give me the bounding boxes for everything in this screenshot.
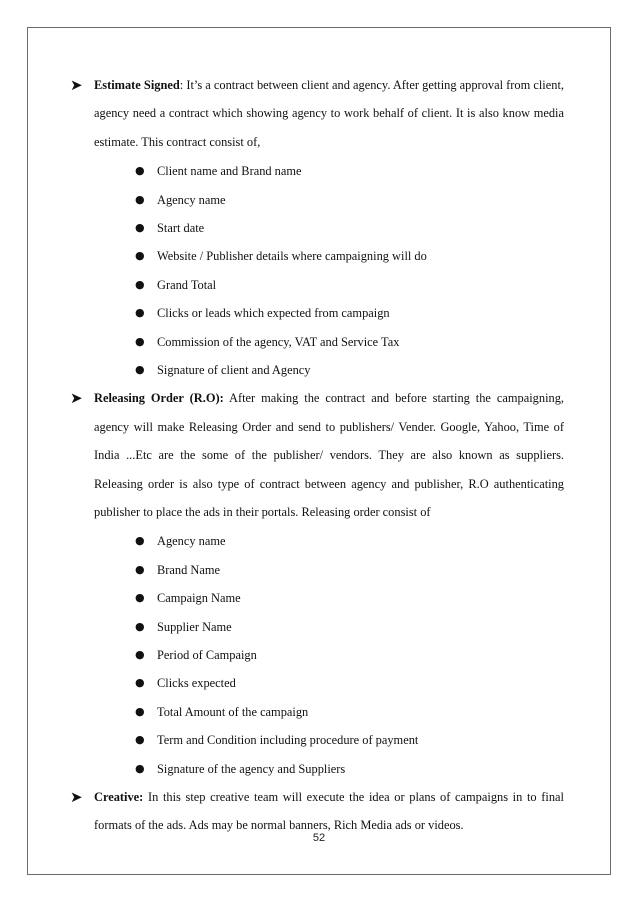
page-number: 52	[312, 832, 326, 844]
list-item: ● Clicks or leads which expected from campaign	[94, 299, 564, 327]
list-item: ● Start date	[94, 214, 564, 242]
list-item: ● Clicks expected	[94, 669, 564, 697]
bullet-icon: ●	[135, 761, 145, 775]
bullet-icon: ●	[135, 704, 145, 718]
list-item: ● Agency name	[94, 527, 564, 555]
list-item: ● Agency name	[94, 186, 564, 214]
bullet-icon: ●	[135, 534, 145, 548]
list-item: ● Total Amount of the campaign	[94, 698, 564, 726]
estimate-items-list	[94, 157, 564, 384]
arrowhead-icon: ➤	[70, 389, 83, 408]
release-order-items-list	[94, 527, 564, 783]
section-estimate-signed: ➤ Estimate Signed: It’s a contract between client and agency. After getting approval from client, agency need a contract which showing agency to work behalf of client. It is also know media estimate. This contract consist of,	[94, 71, 564, 156]
list-item: ● Brand Name	[94, 556, 564, 584]
section-text: After making the contract and before starting the campaigning, agency will make Releasing Order and send to publishers/ Vender. Google, Yahoo, Time of India ...Etc are the some of the publisher/ vendors. They are also known as suppliers. Releasing order is also type of contract between agency and publisher, R.O authenticating publisher to place the ads in their portals. Releasing order consist of	[94, 391, 564, 519]
bullet-icon: ●	[135, 164, 145, 178]
arrowhead-icon: ➤	[70, 787, 83, 806]
bullet-icon: ●	[135, 562, 145, 576]
section-text: In this step creative team will execute the idea or plans of campaigns in to final formats of the ads. Ads may be normal banners, Rich Media ads or videos.	[94, 789, 564, 833]
bullet-icon: ●	[135, 277, 145, 291]
bullet-icon: ●	[135, 221, 145, 234]
list-item: ● Website / Publisher details where campaigning will do	[94, 242, 564, 270]
section-releasing-order	[70, 384, 564, 526]
bullet-icon: ●	[135, 362, 145, 376]
list-item: ● Term and Condition including procedure of payment	[94, 726, 564, 754]
document-body	[70, 71, 564, 840]
arrowhead-icon: ➤	[70, 76, 83, 94]
bullet-icon: ●	[135, 334, 145, 348]
section-heading: Creative:	[94, 789, 144, 804]
list-item: ● Grand Total	[94, 271, 564, 299]
list-item: ● Signature of the agency and Suppliers	[94, 755, 564, 783]
bullet-icon: ●	[135, 676, 145, 690]
bullet-icon: ●	[135, 619, 145, 633]
list-item: ● Supplier Name	[94, 613, 564, 641]
list-item: ● Period of Campaign	[94, 641, 564, 669]
list-item: ● Commission of the agency, VAT and Service Tax	[94, 328, 564, 356]
section-heading: Estimate Signed	[94, 78, 180, 92]
section-text: It’s a contract between client and agency. After getting approval from client, agency need a contract which showing agency to work behalf of client. It is also know media estimate. This contract consist of,	[94, 78, 564, 149]
bullet-icon: ●	[135, 249, 145, 263]
list-item: ● Signature of client and Agency	[94, 356, 564, 384]
list-item: ● Client name and Brand name	[94, 157, 564, 185]
bullet-icon: ●	[135, 647, 145, 661]
section-heading: Releasing Order (R.O):	[94, 391, 224, 406]
bullet-icon: ●	[135, 733, 145, 747]
bullet-icon: ●	[135, 192, 145, 206]
bullet-icon: ●	[135, 306, 145, 320]
list-item: ● Campaign Name	[94, 584, 564, 612]
bullet-icon: ●	[135, 591, 145, 605]
